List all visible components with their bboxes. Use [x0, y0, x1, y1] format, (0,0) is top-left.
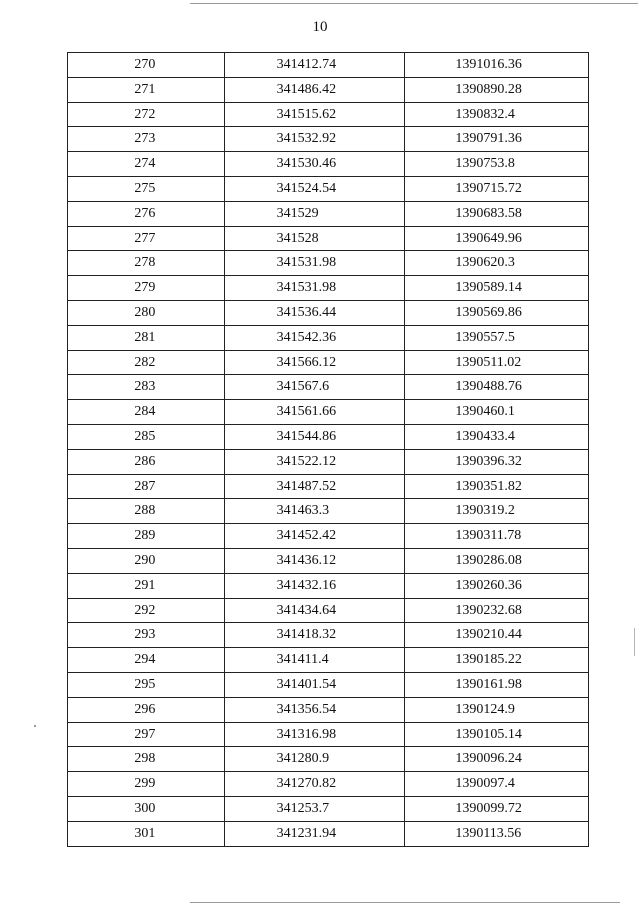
y-coordinate-cell: 1390232.68 [405, 599, 589, 623]
x-coordinate-cell: 341529 [225, 202, 406, 226]
x-coordinate-cell: 341487.52 [225, 475, 406, 499]
point-number-cell: 299 [68, 772, 225, 796]
table-row [68, 375, 589, 400]
y-coordinate-cell: 1390791.36 [405, 127, 589, 151]
point-number-cell: 298 [68, 747, 225, 771]
table-row [68, 747, 589, 772]
point-number-cell: 288 [68, 499, 225, 523]
y-coordinate-cell: 1390557.5 [405, 326, 589, 350]
table-row [68, 797, 589, 822]
table-row [68, 127, 589, 152]
point-number-cell: 290 [68, 549, 225, 573]
table-row [68, 351, 589, 376]
point-number-cell: 292 [68, 599, 225, 623]
y-coordinate-cell: 1391016.36 [405, 53, 589, 77]
point-number-cell: 295 [68, 673, 225, 697]
y-coordinate-cell: 1390124.9 [405, 698, 589, 722]
y-coordinate-cell: 1390589.14 [405, 276, 589, 300]
y-coordinate-cell: 1390286.08 [405, 549, 589, 573]
x-coordinate-cell: 341544.86 [225, 425, 406, 449]
table-row [68, 772, 589, 797]
point-number-cell: 272 [68, 103, 225, 127]
x-coordinate-cell: 341463.3 [225, 499, 406, 523]
x-coordinate-cell: 341280.9 [225, 747, 406, 771]
table-row [68, 301, 589, 326]
y-coordinate-cell: 1390460.1 [405, 400, 589, 424]
y-coordinate-cell: 1390099.72 [405, 797, 589, 821]
y-coordinate-cell: 1390649.96 [405, 227, 589, 251]
x-coordinate-cell: 341515.62 [225, 103, 406, 127]
table-row [68, 524, 589, 549]
point-number-cell: 296 [68, 698, 225, 722]
table-row [68, 78, 589, 103]
table-row [68, 53, 589, 78]
x-coordinate-cell: 341524.54 [225, 177, 406, 201]
top-edge-line [190, 3, 638, 4]
table-row [68, 822, 589, 847]
point-number-cell: 297 [68, 723, 225, 747]
y-coordinate-cell: 1390311.78 [405, 524, 589, 548]
point-number-cell: 270 [68, 53, 225, 77]
y-coordinate-cell: 1390832.4 [405, 103, 589, 127]
x-coordinate-cell: 341486.42 [225, 78, 406, 102]
point-number-cell: 278 [68, 251, 225, 275]
point-number-cell: 300 [68, 797, 225, 821]
y-coordinate-cell: 1390715.72 [405, 177, 589, 201]
table-row [68, 574, 589, 599]
x-coordinate-cell: 341270.82 [225, 772, 406, 796]
scan-speck [34, 725, 36, 727]
y-coordinate-cell: 1390753.8 [405, 152, 589, 176]
table-row [68, 227, 589, 252]
y-coordinate-cell: 1390097.4 [405, 772, 589, 796]
table-row [68, 549, 589, 574]
x-coordinate-cell: 341530.46 [225, 152, 406, 176]
x-coordinate-cell: 341542.36 [225, 326, 406, 350]
x-coordinate-cell: 341418.32 [225, 623, 406, 647]
table-row [68, 475, 589, 500]
y-coordinate-cell: 1390185.22 [405, 648, 589, 672]
table-row [68, 103, 589, 128]
point-number-cell: 276 [68, 202, 225, 226]
page-number: 10 [312, 19, 328, 35]
table-row [68, 623, 589, 648]
point-number-cell: 293 [68, 623, 225, 647]
point-number-cell: 285 [68, 425, 225, 449]
x-coordinate-cell: 341436.12 [225, 549, 406, 573]
point-number-cell: 301 [68, 822, 225, 846]
table-row [68, 326, 589, 351]
point-number-cell: 286 [68, 450, 225, 474]
bottom-edge-line [190, 902, 620, 903]
point-number-cell: 271 [68, 78, 225, 102]
x-coordinate-cell: 341452.42 [225, 524, 406, 548]
y-coordinate-cell: 1390161.98 [405, 673, 589, 697]
x-coordinate-cell: 341432.16 [225, 574, 406, 598]
y-coordinate-cell: 1390096.24 [405, 747, 589, 771]
x-coordinate-cell: 341231.94 [225, 822, 406, 846]
y-coordinate-cell: 1390319.2 [405, 499, 589, 523]
x-coordinate-cell: 341532.92 [225, 127, 406, 151]
scan-edge-mark [634, 628, 635, 656]
table-row [68, 251, 589, 276]
x-coordinate-cell: 341528 [225, 227, 406, 251]
table-row [68, 648, 589, 673]
point-number-cell: 287 [68, 475, 225, 499]
point-number-cell: 274 [68, 152, 225, 176]
y-coordinate-cell: 1390683.58 [405, 202, 589, 226]
table-row [68, 698, 589, 723]
point-number-cell: 284 [68, 400, 225, 424]
y-coordinate-cell: 1390396.32 [405, 450, 589, 474]
y-coordinate-cell: 1390210.44 [405, 623, 589, 647]
table-row [68, 723, 589, 748]
y-coordinate-cell: 1390890.28 [405, 78, 589, 102]
table-row [68, 499, 589, 524]
x-coordinate-cell: 341567.6 [225, 375, 406, 399]
x-coordinate-cell: 341401.54 [225, 673, 406, 697]
table-row [68, 425, 589, 450]
y-coordinate-cell: 1390620.3 [405, 251, 589, 275]
y-coordinate-cell: 1390488.76 [405, 375, 589, 399]
point-number-cell: 277 [68, 227, 225, 251]
x-coordinate-cell: 341531.98 [225, 251, 406, 275]
x-coordinate-cell: 341561.66 [225, 400, 406, 424]
coordinates-table [67, 52, 589, 847]
y-coordinate-cell: 1390105.14 [405, 723, 589, 747]
x-coordinate-cell: 341253.7 [225, 797, 406, 821]
x-coordinate-cell: 341316.98 [225, 723, 406, 747]
y-coordinate-cell: 1390433.4 [405, 425, 589, 449]
x-coordinate-cell: 341411.4 [225, 648, 406, 672]
point-number-cell: 275 [68, 177, 225, 201]
table-row [68, 202, 589, 227]
x-coordinate-cell: 341356.54 [225, 698, 406, 722]
table-row [68, 450, 589, 475]
y-coordinate-cell: 1390113.56 [405, 822, 589, 846]
point-number-cell: 282 [68, 351, 225, 375]
point-number-cell: 294 [68, 648, 225, 672]
table-row [68, 599, 589, 624]
table-row [68, 276, 589, 301]
point-number-cell: 289 [68, 524, 225, 548]
y-coordinate-cell: 1390511.02 [405, 351, 589, 375]
x-coordinate-cell: 341412.74 [225, 53, 406, 77]
x-coordinate-cell: 341536.44 [225, 301, 406, 325]
x-coordinate-cell: 341566.12 [225, 351, 406, 375]
point-number-cell: 280 [68, 301, 225, 325]
point-number-cell: 279 [68, 276, 225, 300]
y-coordinate-cell: 1390260.36 [405, 574, 589, 598]
y-coordinate-cell: 1390569.86 [405, 301, 589, 325]
y-coordinate-cell: 1390351.82 [405, 475, 589, 499]
x-coordinate-cell: 341531.98 [225, 276, 406, 300]
x-coordinate-cell: 341522.12 [225, 450, 406, 474]
x-coordinate-cell: 341434.64 [225, 599, 406, 623]
table-row [68, 152, 589, 177]
point-number-cell: 281 [68, 326, 225, 350]
table-row [68, 400, 589, 425]
point-number-cell: 291 [68, 574, 225, 598]
point-number-cell: 283 [68, 375, 225, 399]
table-row [68, 177, 589, 202]
point-number-cell: 273 [68, 127, 225, 151]
table-row [68, 673, 589, 698]
